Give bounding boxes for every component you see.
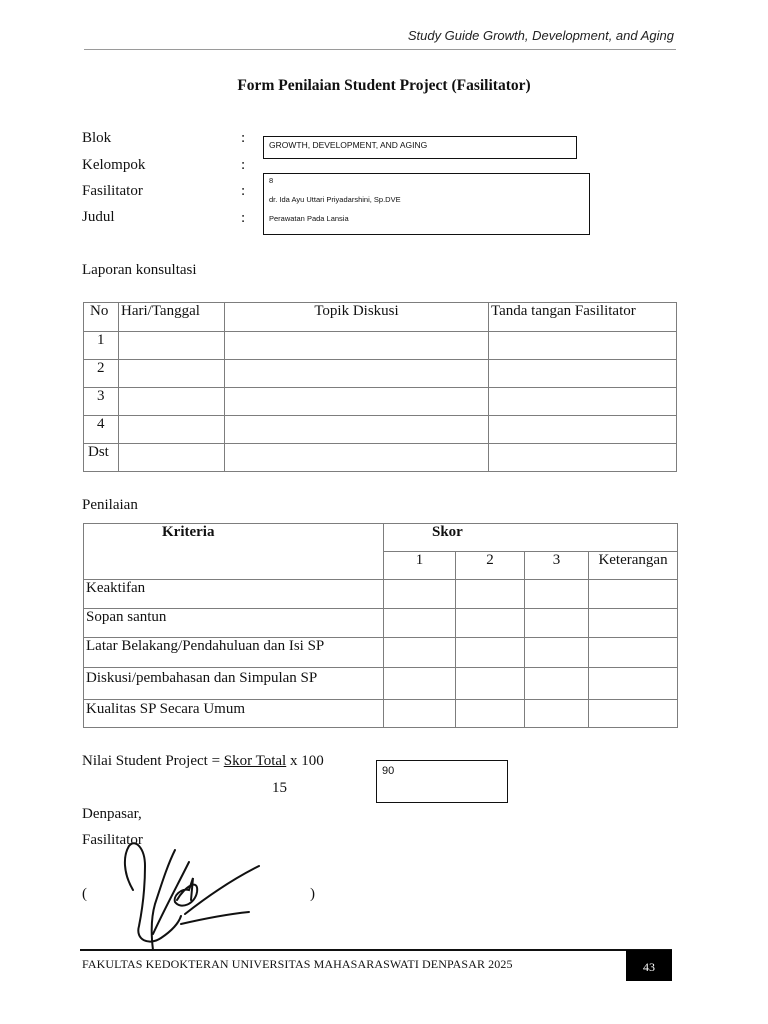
form-title: Form Penilaian Student Project (Fasilitator) xyxy=(237,77,531,94)
row-number: 3 xyxy=(84,388,119,416)
row-number: 4 xyxy=(84,416,119,444)
score-header: Skor xyxy=(384,524,678,552)
assessment-table xyxy=(83,523,678,728)
colon-kelompok: : xyxy=(241,157,246,173)
colon-judul: : xyxy=(241,210,246,226)
blok-field[interactable] xyxy=(263,136,577,159)
date-cell[interactable] xyxy=(119,444,225,472)
criteria-label: Diskusi/pembahasan dan Simpulan SP xyxy=(84,668,384,700)
score-result-field[interactable] xyxy=(376,760,508,803)
score-cell[interactable] xyxy=(525,638,589,668)
signature-cell[interactable] xyxy=(489,416,677,444)
score-col-3: 3 xyxy=(525,552,589,580)
score-col-2: 2 xyxy=(456,552,525,580)
criteria-label: Latar Belakang/Pendahuluan dan Isi SP xyxy=(84,638,384,668)
score-cell[interactable] xyxy=(525,609,589,638)
date-cell[interactable] xyxy=(119,332,225,360)
signature-role: Fasilitator xyxy=(82,832,143,848)
score-result-value: 90 xyxy=(382,765,395,777)
row-number: 2 xyxy=(84,360,119,388)
date-cell[interactable] xyxy=(119,360,225,388)
handwritten-signature xyxy=(115,838,275,953)
table-row xyxy=(84,609,678,638)
score-cell[interactable] xyxy=(384,609,456,638)
label-blok: Blok xyxy=(82,130,112,146)
judul-value: Perawatan Pada Lansia xyxy=(269,214,349,223)
page-number: 43 xyxy=(626,950,672,981)
consultation-heading: Laporan konsultasi xyxy=(82,262,197,278)
topic-cell[interactable] xyxy=(225,444,489,472)
date-cell[interactable] xyxy=(119,416,225,444)
formula-numerator: Skor Total xyxy=(223,753,287,769)
score-cell[interactable] xyxy=(384,668,456,700)
table-row xyxy=(84,416,677,444)
consultation-table xyxy=(83,302,677,472)
criteria-label: Keaktifan xyxy=(84,580,384,609)
colon-fasilitator: : xyxy=(241,183,246,199)
date-cell[interactable] xyxy=(119,388,225,416)
score-cell[interactable] xyxy=(456,638,525,668)
table-row xyxy=(84,668,678,700)
row-number: 1 xyxy=(84,332,119,360)
label-kelompok: Kelompok xyxy=(82,157,146,173)
formula-suffix: x 100 xyxy=(286,753,324,769)
notes-cell[interactable] xyxy=(589,609,678,638)
score-cell[interactable] xyxy=(384,700,456,728)
score-cell[interactable] xyxy=(525,668,589,700)
topic-cell[interactable] xyxy=(225,388,489,416)
score-cell[interactable] xyxy=(525,700,589,728)
criteria-label: Kualitas SP Secara Umum xyxy=(84,700,384,728)
formula-denominator: 15 xyxy=(272,780,287,796)
signature-cell[interactable] xyxy=(489,444,677,472)
header-signature: Tanda tangan Fasilitator xyxy=(489,303,677,332)
colon-blok: : xyxy=(241,130,246,146)
assessment-heading: Penilaian xyxy=(82,497,138,513)
label-fasilitator: Fasilitator xyxy=(82,183,143,199)
footer-divider xyxy=(80,949,672,951)
table-row xyxy=(84,388,677,416)
score-cell[interactable] xyxy=(525,580,589,609)
notes-cell[interactable] xyxy=(589,668,678,700)
table-row xyxy=(84,360,677,388)
score-cell[interactable] xyxy=(456,580,525,609)
table-row xyxy=(84,580,678,609)
score-formula xyxy=(82,753,324,770)
score-col-1: 1 xyxy=(384,552,456,580)
notes-cell[interactable] xyxy=(589,638,678,668)
score-cell[interactable] xyxy=(456,668,525,700)
row-number: Dst xyxy=(84,444,119,472)
score-cell[interactable] xyxy=(456,609,525,638)
page-header-title: Study Guide Growth, Development, and Aging xyxy=(407,28,674,43)
table-row xyxy=(84,332,677,360)
notes-cell[interactable] xyxy=(589,580,678,609)
topic-cell[interactable] xyxy=(225,332,489,360)
details-field[interactable] xyxy=(263,173,590,235)
topic-cell[interactable] xyxy=(225,360,489,388)
header-divider xyxy=(84,49,676,50)
notes-cell[interactable] xyxy=(589,700,678,728)
score-col-notes: Keterangan xyxy=(589,552,678,580)
footer-text: FAKULTAS KEDOKTERAN UNIVERSITAS MAHASARASWATI DENPASAR 2025 xyxy=(82,957,513,971)
formula-prefix: Nilai Student Project = xyxy=(82,753,224,769)
criteria-label: Sopan santun xyxy=(84,609,384,638)
table-row xyxy=(84,700,678,728)
signature-city: Denpasar, xyxy=(82,806,142,822)
signature-open-paren: ( xyxy=(82,886,87,902)
kelompok-value: 8 xyxy=(269,176,274,185)
score-cell[interactable] xyxy=(384,580,456,609)
criteria-header: Kriteria xyxy=(84,524,384,580)
signature-cell[interactable] xyxy=(489,360,677,388)
signature-cell[interactable] xyxy=(489,388,677,416)
signature-close-paren: ) xyxy=(310,886,315,902)
fasilitator-value: dr. Ida Ayu Uttari Priyadarshini, Sp.DVE xyxy=(269,195,401,204)
table-row xyxy=(84,444,677,472)
header-no: No xyxy=(84,303,119,332)
table-header-row xyxy=(84,303,677,332)
table-row xyxy=(84,638,678,668)
label-judul: Judul xyxy=(82,209,115,225)
assessment-header-row xyxy=(84,524,678,552)
topic-cell[interactable] xyxy=(225,416,489,444)
score-cell[interactable] xyxy=(456,700,525,728)
blok-value: GROWTH, DEVELOPMENT, AND AGING xyxy=(269,140,428,150)
score-cell[interactable] xyxy=(384,638,456,668)
header-date: Hari/Tanggal xyxy=(119,303,225,332)
header-topic: Topik Diskusi xyxy=(225,303,489,332)
signature-cell[interactable] xyxy=(489,332,677,360)
